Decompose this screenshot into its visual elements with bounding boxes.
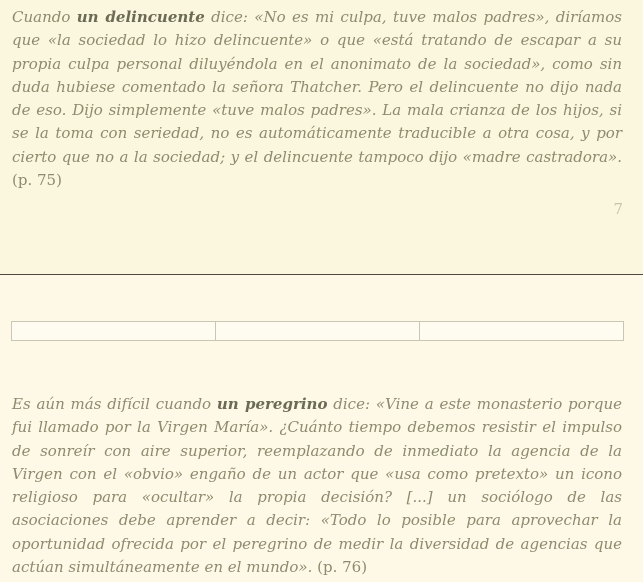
quote-citation: (p. 75) — [12, 171, 62, 190]
empty-table — [11, 321, 624, 341]
quote-body: dice: «Vine a este monasterio porque fui llamado por la Virgen María». ¿Cuánto tiempo debemos resistir el impulso de sonreír con aire superior, reemplazando de inmediato la agencia de la Virgen con el «obvio» engaño de un actor que «usa como pretexto» un icono religioso para «ocultar» la propia decisión? [...] un sociólogo de las asociaciones debe aprender a decir: «Todo lo posible para aprovechar la oportunidad ofrecida por el peregrino de medir la diversidad de agencias que actúan simultáneamente en el mundo». — [12, 395, 622, 577]
quote-body: dice: «No es mi culpa, tuve malos padres», diríamos que «la sociedad lo hizo delincuente» o que «está tratando de escapar a su propia culpa personal diluyéndola en el anonimato de la sociedad», como sin duda hubiese comentado la señora Thatcher. Pero el delincuente no dijo nada de eso. Dijo simplemente «tuve malos padres». La mala crianza de los hijos, si se la toma con seriedad, no es automáticamente traducible a otra cosa, y por cierto que no a la sociedad; y el delincuente tampoco dijo «madre castradora». — [12, 8, 623, 166]
table-cell — [216, 322, 420, 340]
table-cell — [420, 322, 623, 340]
quote-subject: un peregrino — [216, 395, 328, 413]
quote-intro: Es aún más difícil cuando — [12, 395, 217, 413]
quote-subject: un delincuente — [76, 8, 205, 26]
quote-paragraph-peregrino — [12, 393, 622, 579]
table-cell — [12, 322, 216, 340]
quote-intro: Cuando — [12, 8, 77, 26]
quote-citation: (p. 76) — [312, 558, 368, 577]
page-number: 7 — [613, 200, 623, 218]
quote-paragraph-delincuente — [12, 6, 622, 192]
